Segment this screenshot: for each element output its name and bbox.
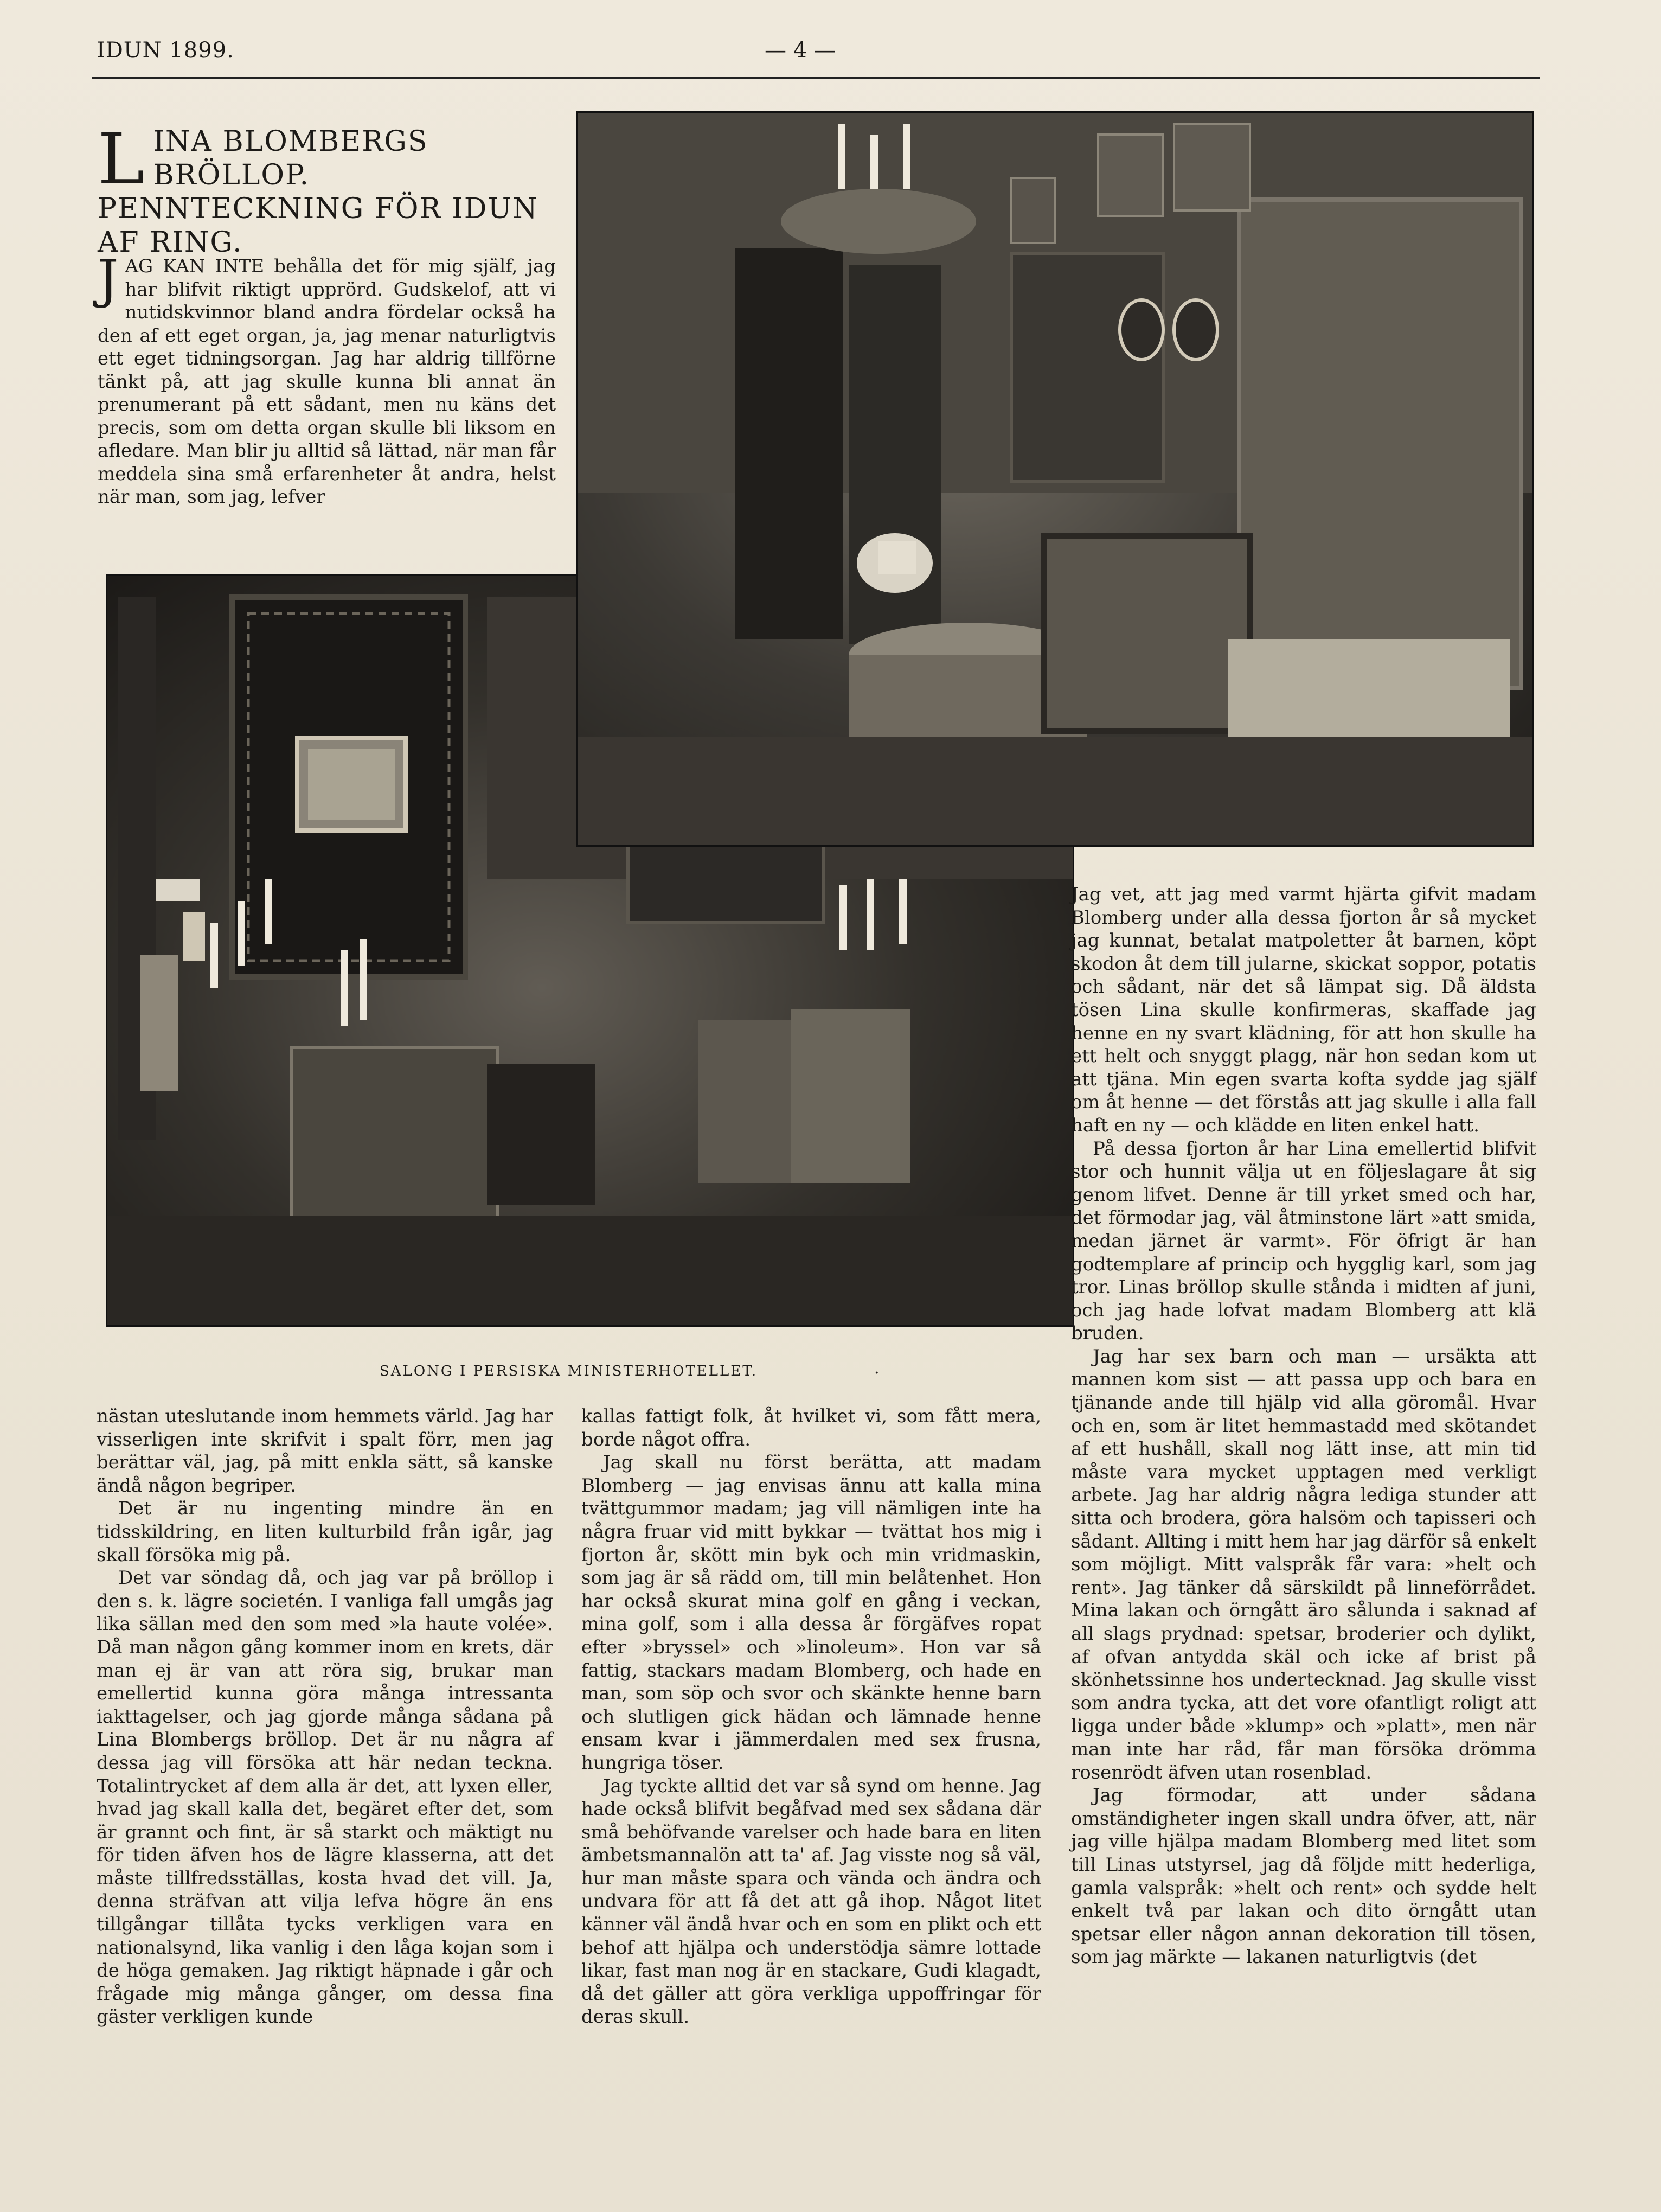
text-column-right (1071, 883, 1536, 1969)
page-number: — 4 — (765, 38, 836, 63)
salon-photo-upper-illustration (578, 113, 1532, 845)
photo-caption: SALONG I PERSISKA MINISTERHOTELLET. (380, 1363, 758, 1379)
title-dropcap: L (98, 118, 146, 200)
intro-text: AG KAN INTE behålla det för mig själf, jag har blifvit riktigt upprörd. Gudskelof, att vi nutidskvinnor bland andra fördelar också ha den af ett eget organ, ja, jag menar naturligtvis ett eget tidningsorgan. Jag har aldrig tillförne tänkt på, att jag skulle kunna bli annat än prenumerant på ett sådant, men nu käns det precis, som om detta organ skulle bli liksom en afledare. Man blir ju alltid så lättad, när man får meddela sina små erfarenheter åt andra, helst när man, som jag, lefver (98, 255, 556, 508)
article-title (98, 118, 559, 259)
salon-photo-upper (576, 111, 1534, 847)
paragraph: kallas fattigt folk, åt hvilket vi, som fått mera, borde något offra. (581, 1405, 1041, 1450)
paragraph: Jag vet, att jag med varmt hjärta gifvit madam Blomberg under alla dessa fjorton år så mycket jag kunnat, betalat matpoletter åt barnen, köpt skodon åt dem till jularne, skickat soppor, potatis och sådant, när det så lämpat sig. Då äldsta tösen Lina skulle konfirmeras, skaffade jag henne en ny svart klädning, för att hon skulle ha ett helt och snyggt plagg, när hon sedan kom ut att tjäna. Min egen svarta kofta sydde jag själf om åt henne — det förstås att jag skulle i alla fall haft en ny — och klädde en liten enkel hatt. (1071, 884, 1536, 1136)
text-column-left (97, 1405, 553, 2029)
paragraph: Det är nu ingenting mindre än en tidsskildring, en liten kulturbild från igår, jag skall försöka mig på. (97, 1498, 553, 1566)
paragraph: Jag har sex barn och man — ursäkta att mannen kom sist — att passa upp och bara en tjänande ande till hjälp vid alla göromål. Hvar och en, som är litet hemmastadd med skötandet af ett hushåll, skall nog lätt inse, att min tid måste vara mycket upptagen med verkligt arbete. Jag har aldrig några lediga stunder att sitta och brodera, göra halsöm och tapisseri och sådant. Allting i mitt hem har jag därför så enkelt som möjligt. Mitt valspråk får vara: »helt och rent». Jag tänker då särskildt på linneförrådet. Mina lakan och örngått äro sålunda i saknad af all slags prydnad: spetsar, broderier och dylikt, af ofvan antydda skäl och icke af brist på skönhetssinne hos undertecknad. Jag skulle visst som andra tycka, att det vore ofantligt roligt att ligga under både »klump» och »platt», men när man inte har råd, får man försöka drömma rosenrödt äfven utan rosenblad. (1071, 1345, 1536, 1783)
paragraph: Det var söndag då, och jag var på bröllop i den s. k. lägre societén. I vanliga fall umgås jag lika sällan med den som med »la haute volée». Då man någon gång kommer inom en krets, där man ej är van att röra sig, brukar man emellertid kunna göra många intressanta iakttagelser, och jag gjorde många sådana på Lina Blombergs bröllop. Det är nu några af dessa jag vill försöka att här nedan teckna. Totalintrycket af dem alla är det, att lyxen eller, hvad jag skall kalla det, begäret efter det, som är grannt och fint, är så starkt och mäktigt nu för tiden äfven hos de lägre klasserna, att det måste tillfredsställas, kosta hvad det vill. Ja, denna sträfvan att vilja lefva högre än ens tillgångar tillåta tycks verkligen vara en nationalsynd, lika vanlig i den låga kojan som i de höga gemaken. Jag riktigt häpnade i går och frågade mig många gånger, om dessa fina gäster verkligen kunde (97, 1567, 553, 2028)
paragraph: Jag förmodar, att under sådana omständigheter ingen skall undra öfver, att, när jag ville hjälpa madam Blomberg med litet som till Linas utstyrsel, jag då följde mitt hederliga, gamla valspråk: »helt och rent» och sydde helt enkelt två par lakan och dito örngått utan spetsar eller någon annan dekoration till tösen, som jag märkte — lakanen naturligtvis (det (1071, 1785, 1536, 1968)
paragraph: På dessa fjorton år har Lina emellertid blifvit stor och hunnit välja ut en följeslagare åt sig genom lifvet. Denne är till yrket smed och har, det förmodar jag, väl åtminstone lärt »att smida, medan järnet är varmt». För öfrigt är han godtemplare af princip och hygglig karl, som jag tror. Linas bröllop skulle stånda i midten af juni, och jag hade lofvat madam Blomberg att klä bruden. (1071, 1137, 1536, 1345)
title-line-1: INA BLOMBERGS BRÖLLOP. (153, 125, 428, 191)
caption-dot: . (874, 1359, 880, 1378)
paragraph: Jag tyckte alltid det var så synd om henne. Jag hade också blifvit begåfvad med sex sådana där små behöfvande varelser och hade bara en liten ämbetsmannalön att ta' af. Jag visste nog så väl, hur man måste spara och vända och ändra och undvara för att få det att gå ihop. Något litet känner väl ändå hvar och en som en plikt och ett behof att hjälpa och understödja sämre lottade likar, fast man nog är en stackare, Gudi klagadt, då det gäller att göra verkliga uppoffringar för deras skull. (581, 1775, 1041, 2028)
title-line-3: AF RING. (98, 226, 243, 259)
intro-dropcap: J (98, 249, 119, 310)
header-rule (92, 77, 1540, 79)
publication-header: IDUN 1899. (97, 38, 234, 63)
title-line-2: PENNTECKNING FÖR IDUN (98, 193, 538, 225)
text-column-middle (581, 1405, 1041, 2029)
paragraph: Jag skall nu först berätta, att madam Blomberg — jag envisas ännu att kalla mina tvättgummor madam; jag vill nämligen inte ha några fruar vid mitt bykkar — tvättat hos mig i fjorton år, skött min byk och min vridmaskin, som jag är så rädd om, till min belåtenhet. Hon har också skurat mina golf en gång i veckan, mina golf, som i alla dessa år förgäfves ropat efter »bryssel» och »linoleum». Hon var så fattig, stackars madam Blomberg, och hade en man, som söp och svor och skänkte henne barn och slutligen gick hädan och lämnade henne ensam kvar i jämmerdalen med sex frusna, hungriga töser. (581, 1452, 1041, 1774)
article-intro (98, 249, 556, 509)
paragraph: nästan uteslutande inom hemmets värld. Jag har visserligen inte skrifvit i spalt förr, men jag berättar väl, jag, på mitt enkla sätt, så kanske ändå någon begriper. (97, 1405, 553, 1497)
